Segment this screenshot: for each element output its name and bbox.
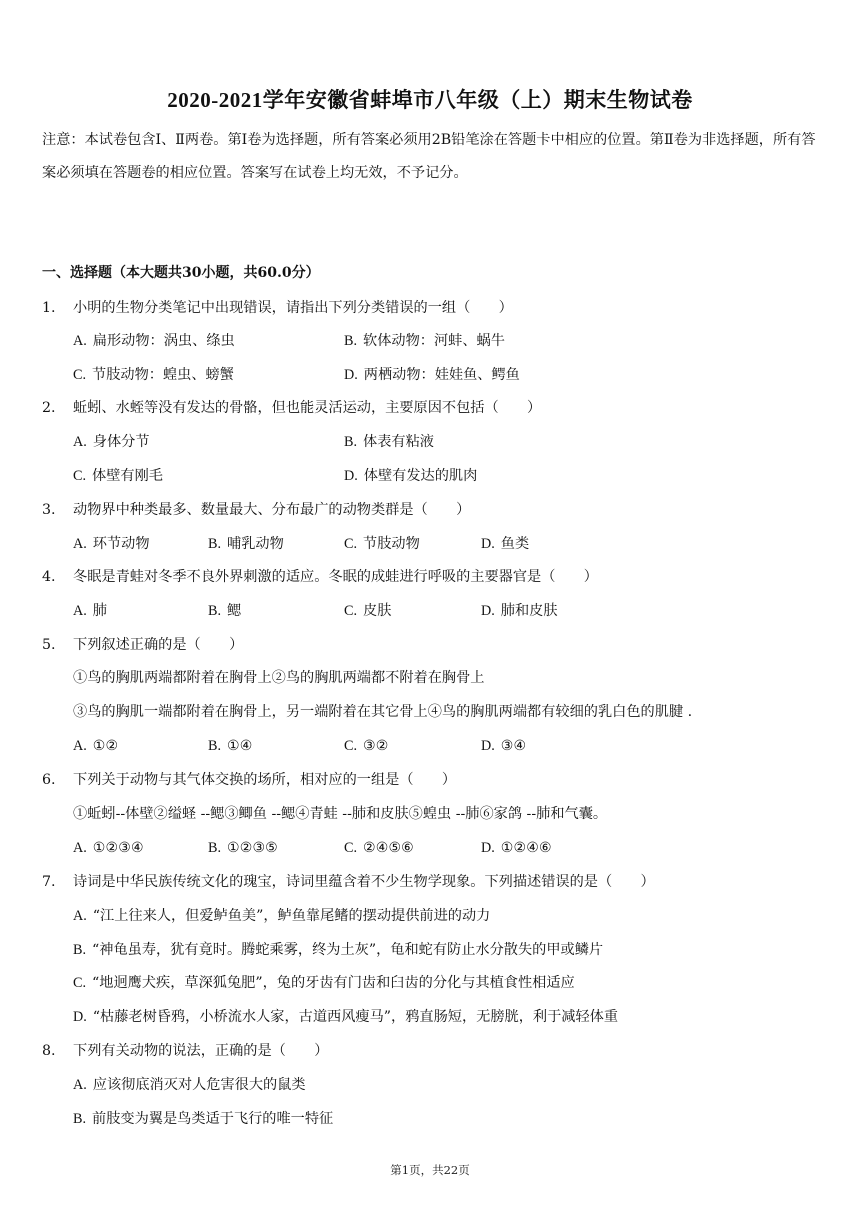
question-6-stem: 下列关于动物与其气体交换的场所，相对应的一组是（ ） (73, 772, 457, 788)
question-1-option-b: B. 软体动物：河蚌、蜗牛 (344, 333, 505, 349)
question-6-option-a: A. ①②③④ (73, 840, 144, 856)
question-5-option-d: D. ③④ (481, 738, 527, 754)
question-4-number: 4. (42, 569, 56, 585)
question-1-option-d: D. 两栖动物：娃娃鱼、鳄鱼 (344, 367, 520, 383)
question-7-option-d: D. “枯藤老树昏鸦，小桥流水人家，古道西风瘦马”，鸦直肠短，无膀胱，利于减轻体重 (73, 1009, 619, 1025)
question-5-statement-1: ①鸟的胸肌两端都附着在胸骨上②鸟的胸肌两端都不附着在胸骨上 (73, 670, 485, 686)
question-3-option-d: D. 鱼类 (481, 536, 530, 552)
question-8-option-a: A. 应该彻底消灭对人危害很大的鼠类 (73, 1077, 306, 1093)
question-7-stem: 诗词是中华民族传统文化的瑰宝，诗词里蕴含着不少生物学现象。下列描述错误的是（ ） (73, 874, 655, 890)
section-heading: 一、选择题（本大题共30小题，共60.0分） (42, 265, 320, 281)
question-4-option-c: C. 皮肤 (344, 603, 392, 619)
question-1-option-a: A. 扁形动物：涡虫、绦虫 (73, 333, 235, 349)
question-2-option-b: B. 体表有粘液 (344, 434, 434, 450)
question-2-option-d: D. 体壁有发达的肌肉 (344, 468, 478, 484)
question-7-option-a: A. “江上往来人，但爱鲈鱼美”，鲈鱼靠尾鳍的摆动提供前进的动力 (73, 908, 491, 924)
question-7-option-c: C. “地迥鹰犬疾，草深狐兔肥”，兔的牙齿有门齿和臼齿的分化与其植食性相适应 (73, 975, 575, 991)
question-1-stem: 小明的生物分类笔记中出现错误，请指出下列分类错误的一组（ ） (73, 300, 513, 316)
question-3-stem: 动物界中种类最多、数量最大、分布最广的动物类群是（ ） (73, 502, 471, 518)
question-3-option-c: C. 节肢动物 (344, 536, 420, 552)
question-4-option-a: A. 肺 (73, 603, 107, 619)
page-footer: 第1页，共22页 (390, 1163, 470, 1177)
question-4-option-d: D. 肺和皮肤 (481, 603, 558, 619)
question-7-option-b: B. “神龟虽寿，犹有竟时。腾蛇乘雾，终为土灰”，龟和蛇有防止水分散失的甲或鳞片 (73, 942, 604, 958)
question-5-number: 5. (42, 637, 56, 653)
question-3-option-a: A. 环节动物 (73, 536, 150, 552)
question-6-option-c: C. ②④⑤⑥ (344, 840, 414, 856)
question-2-stem: 蚯蚓、水蛭等没有发达的骨骼，但也能灵活运动，主要原因不包括（ ） (73, 400, 542, 416)
question-6-option-b: B. ①②③⑤ (208, 840, 278, 856)
question-1-option-c: C. 节肢动物：蝗虫、螃蟹 (73, 367, 234, 383)
question-8-stem: 下列有关动物的说法，正确的是（ ） (73, 1043, 329, 1059)
question-3-number: 3. (42, 502, 56, 518)
question-5-option-c: C. ③② (344, 738, 389, 754)
exam-notice: 注意：本试卷包含Ⅰ、Ⅱ两卷。第Ⅰ卷为选择题，所有答案必须用2B铅笔涂在答题卡中相应的位置。第Ⅱ卷为非选择题，所有答案必须填在答题卷的相应位置。答案写在试卷上均无效，不予记分。 (42, 132, 816, 181)
question-4-option-b: B. 鳃 (208, 603, 242, 619)
question-8-option-b: B. 前肢变为翼是鸟类适于飞行的唯一特征 (73, 1111, 334, 1127)
question-2-option-c: C. 体壁有刚毛 (73, 468, 163, 484)
question-2-option-a: A. 身体分节 (73, 434, 150, 450)
question-8-number: 8. (42, 1043, 56, 1059)
question-5-option-a: A. ①② (73, 738, 119, 754)
question-6-statement: ①蚯蚓--体壁②缢蛏 --鳃③鲫鱼 --鳃④青蛙 --肺和皮肤⑤蝗虫 --肺⑥家鸽 --肺和气囊。 (73, 806, 608, 822)
question-1-number: 1. (42, 300, 56, 316)
question-6-option-d: D. ①②④⑥ (481, 840, 552, 856)
question-5-statement-2: ③鸟的胸肌一端都附着在胸骨上，另一端附着在其它骨上④鸟的胸肌两端都有较细的乳白色的肌腱 . (73, 704, 693, 720)
question-3-option-b: B. 哺乳动物 (208, 536, 284, 552)
question-5-stem: 下列叙述正确的是（ ） (73, 637, 244, 653)
question-2-number: 2. (42, 400, 56, 416)
exam-title: 2020-2021学年安徽省蚌埠市八年级（上）期末生物试卷 (167, 88, 693, 112)
question-7-number: 7. (42, 874, 56, 890)
question-6-number: 6. (42, 772, 56, 788)
question-5-option-b: B. ①④ (208, 738, 253, 754)
question-4-stem: 冬眠是青蛙对冬季不良外界刺激的适应。冬眠的成蛙进行呼吸的主要器官是（ ） (73, 569, 598, 585)
